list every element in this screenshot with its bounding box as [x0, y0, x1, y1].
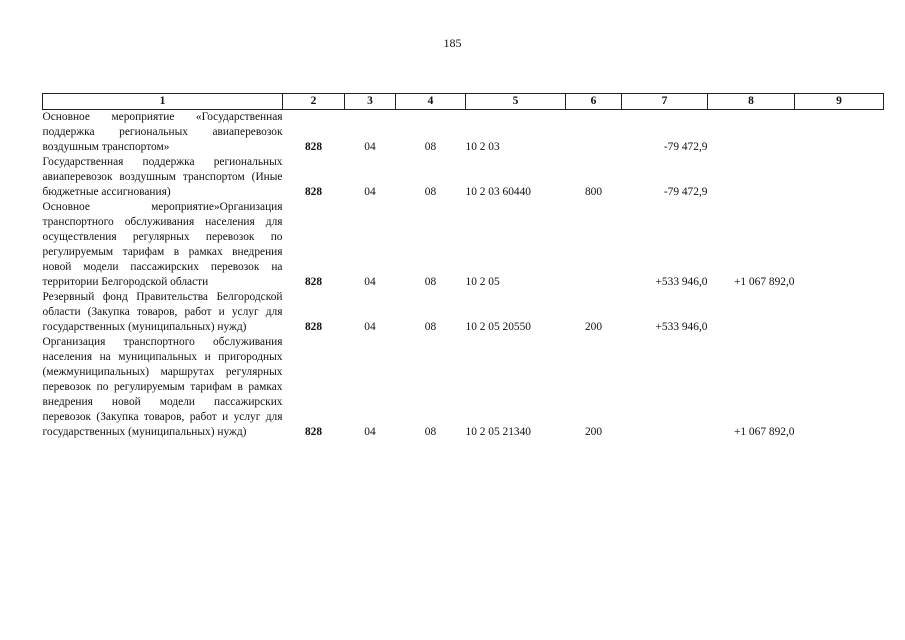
- cell-expense-type: 200: [584, 321, 603, 333]
- table-row: [43, 200, 884, 290]
- cell-subsection: 08: [424, 276, 437, 288]
- cell-target-article: 10 2 03 60440: [465, 186, 531, 198]
- cell-amount-7: -79 472,9: [663, 141, 708, 153]
- budget-table: [42, 93, 884, 440]
- cell-expense-type: 200: [584, 426, 603, 438]
- cell-target-article: 10 2 05 20550: [465, 321, 531, 333]
- column-header-2: 2: [283, 94, 345, 110]
- column-header-1: 1: [43, 94, 283, 110]
- cell-target-article: 10 2 05: [465, 276, 500, 288]
- row-description: Государственная поддержка региональных авиаперевозок воздушным транспортом (Иные бюджетные ассигнования): [42, 156, 283, 198]
- cell-ministry-code: 828: [304, 321, 323, 333]
- cell-expense-type: [566, 110, 622, 156]
- cell-amount-8: +1 067 892,0: [733, 426, 795, 438]
- cell-amount-7: +533 946,0: [655, 321, 708, 333]
- cell-ministry-code: 828: [304, 186, 323, 198]
- cell-subsection: 08: [424, 141, 437, 153]
- cell-subsection: 08: [424, 186, 437, 198]
- cell-amount-9: [795, 155, 884, 200]
- cell-section: 04: [364, 426, 376, 438]
- cell-section: 04: [364, 321, 376, 333]
- cell-amount-8: [708, 290, 795, 335]
- column-header-9: 9: [795, 94, 884, 110]
- cell-section: 04: [364, 276, 376, 288]
- table-row: [43, 290, 884, 335]
- column-header-4: 4: [396, 94, 466, 110]
- cell-amount-9: [795, 110, 884, 156]
- cell-amount-8: [708, 155, 795, 200]
- cell-amount-7: -79 472,9: [663, 186, 708, 198]
- row-description: Резервный фонд Правительства Белгородской области (Закупка товаров, работ и услуг для государственных (муниципальных) нужд): [42, 291, 283, 333]
- cell-amount-7: +533 946,0: [655, 276, 708, 288]
- column-header-8: 8: [708, 94, 795, 110]
- cell-amount-9: [795, 290, 884, 335]
- row-description: Организация транспортного обслуживания населения на муниципальных и пригородных (межмуниципальных) маршрутах регулярных перевозок по регулируемым тарифам в рамках внедрения новой модели пассажирских перевозок (Закупка товаров, работ и услуг для государственных (муниципальных) нужд): [42, 336, 283, 438]
- cell-ministry-code: 828: [304, 141, 323, 153]
- column-header-6: 6: [566, 94, 622, 110]
- cell-amount-7: [622, 335, 708, 440]
- row-description: Основное мероприятие»Организация транспортного обслуживания населения для осуществления регулярных перевозок по регулируемым тарифам в рамках внедрения новой модели пассажирских перевозок на территории Белгородской области: [42, 201, 283, 288]
- column-header-7: 7: [622, 94, 708, 110]
- cell-target-article: 10 2 05 21340: [465, 426, 531, 438]
- table-row: [43, 155, 884, 200]
- cell-section: 04: [364, 186, 376, 198]
- column-header-5: 5: [466, 94, 566, 110]
- cell-expense-type: [566, 200, 622, 290]
- table-row: [43, 335, 884, 440]
- cell-amount-9: [795, 335, 884, 440]
- row-description: Основное мероприятие «Государственная поддержка региональных авиаперевозок воздушным транспортом»: [42, 111, 283, 153]
- cell-section: 04: [364, 141, 376, 153]
- cell-amount-8: +1 067 892,0: [733, 276, 795, 288]
- cell-ministry-code: 828: [304, 426, 323, 438]
- cell-target-article: 10 2 03: [465, 141, 500, 153]
- cell-expense-type: 800: [584, 186, 603, 198]
- cell-amount-8: [708, 110, 795, 156]
- header-row: [43, 94, 884, 110]
- table-row: [43, 110, 884, 156]
- page-number: 185: [443, 36, 462, 50]
- column-header-3: 3: [345, 94, 396, 110]
- cell-subsection: 08: [424, 321, 437, 333]
- cell-ministry-code: 828: [304, 276, 323, 288]
- cell-subsection: 08: [424, 426, 437, 438]
- cell-amount-9: [795, 200, 884, 290]
